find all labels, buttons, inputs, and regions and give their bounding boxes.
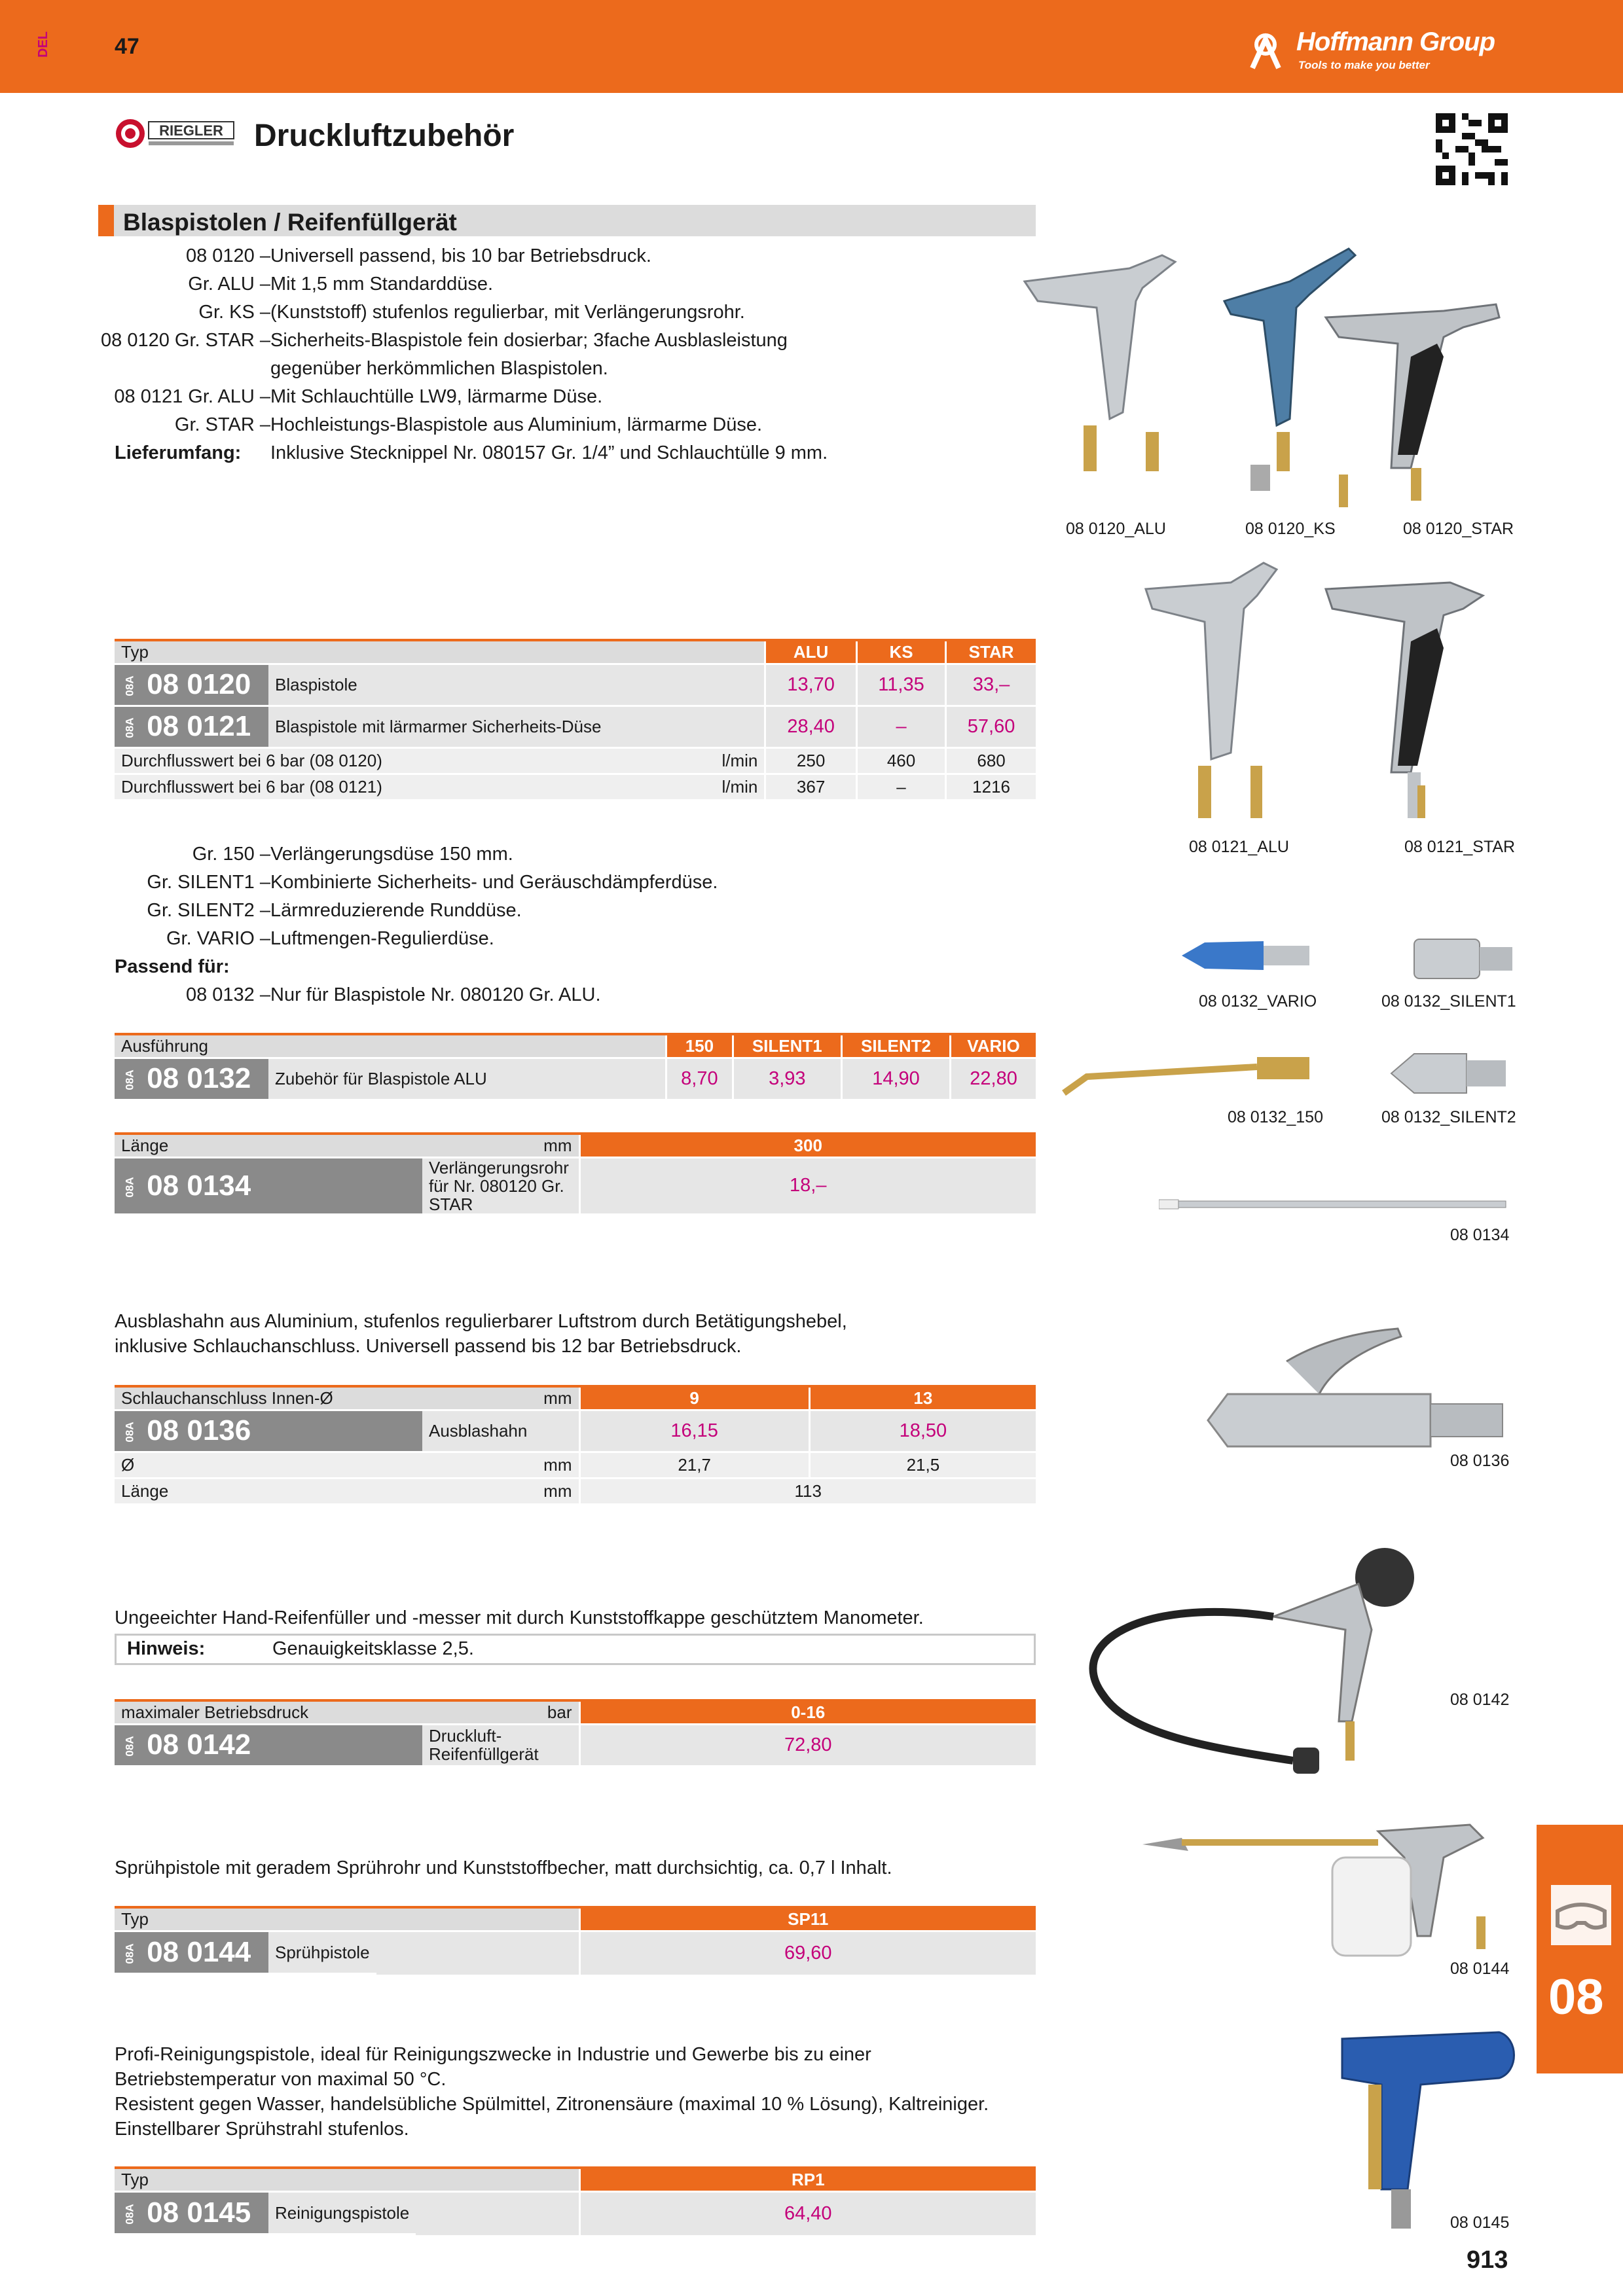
col-header-unit: bar bbox=[422, 1700, 579, 1724]
spec-unit: mm bbox=[422, 1478, 579, 1504]
section-header bbox=[98, 205, 1036, 236]
product-row[interactable] bbox=[115, 1410, 1036, 1452]
col-header-label: Typ bbox=[115, 640, 765, 664]
spec-value: 1216 bbox=[946, 774, 1036, 800]
product-row[interactable] bbox=[115, 706, 1036, 747]
desc-key: Passend für: bbox=[115, 956, 230, 977]
article-number[interactable]: 08 0136 bbox=[147, 1414, 251, 1446]
tire-inflator-image bbox=[1077, 1499, 1417, 1780]
col-header: STAR bbox=[946, 640, 1036, 664]
spec-label: Durchflusswert bei 6 bar (08 0121) bbox=[115, 774, 619, 800]
caption: 08 0134 bbox=[1450, 1226, 1510, 1244]
nozzle-vario-image bbox=[1178, 929, 1322, 982]
spec-value: 250 bbox=[765, 747, 856, 774]
desc-key: 08 0121 Gr. ALU – bbox=[114, 386, 270, 407]
price: 11,35 bbox=[856, 664, 945, 706]
caption: 08 0121_ALU bbox=[1189, 838, 1289, 856]
spec-unit: l/min bbox=[619, 774, 765, 800]
badge: 08A bbox=[123, 1943, 136, 1964]
price: 18,– bbox=[579, 1157, 1036, 1214]
spec-value: 460 bbox=[856, 747, 945, 774]
article-number[interactable]: 08 0142 bbox=[147, 1729, 251, 1761]
riegler-logo bbox=[115, 117, 239, 151]
product-row[interactable] bbox=[115, 1058, 1036, 1100]
caption: 08 0120_KS bbox=[1245, 520, 1336, 538]
col-header: KS bbox=[856, 640, 945, 664]
price: 18,50 bbox=[809, 1410, 1036, 1452]
reinigungspistole-text-1: Profi-Reinigungspistole, ideal für Reinigungszwecke in Industrie und Gewerbe bis zu einer Betriebstemperatur von maximal 50 °C. bbox=[115, 2044, 871, 2090]
product-desc: Druckluft-Reifenfüllgerät bbox=[422, 1724, 579, 1766]
col-header-label: maximaler Betriebsdruck bbox=[115, 1700, 422, 1724]
blow-gun-0121-star-image bbox=[1319, 576, 1496, 825]
caption: 08 0132_150 bbox=[1228, 1108, 1323, 1126]
price: – bbox=[856, 706, 945, 747]
badge: 08A bbox=[123, 717, 136, 738]
desc-key: Gr. SILENT1 – bbox=[147, 872, 270, 893]
spec-label: Länge bbox=[115, 1478, 422, 1504]
spec-label: Durchflusswert bei 6 bar (08 0120) bbox=[115, 747, 619, 774]
caption: 08 0132_SILENT2 bbox=[1381, 1108, 1516, 1126]
caption: 08 0132_SILENT1 bbox=[1381, 992, 1516, 1011]
col-header: 300 bbox=[579, 1134, 1036, 1157]
extension-tube-image bbox=[1159, 1194, 1512, 1214]
side-label: DEL bbox=[36, 31, 50, 58]
desc-value: Inklusive Stecknippel Nr. 080157 Gr. 1/4” und Schlauchtülle 9 mm. bbox=[270, 442, 828, 463]
price: 57,60 bbox=[946, 706, 1036, 747]
col-header: RP1 bbox=[579, 2168, 1036, 2191]
blow-gun-0121-alu-image bbox=[1133, 556, 1303, 831]
product-table-zubehoer bbox=[115, 1033, 1036, 1101]
note-value: Genauigkeitsklasse 2,5. bbox=[272, 1638, 474, 1659]
caption: 08 0142 bbox=[1450, 1691, 1510, 1709]
chapter-tab[interactable] bbox=[1537, 1825, 1623, 2073]
col-header-label: Länge bbox=[115, 1134, 422, 1157]
safety-goggles-icon bbox=[1551, 1885, 1611, 1945]
price: 3,93 bbox=[733, 1058, 841, 1100]
page-title: Druckluftzubehör bbox=[254, 118, 515, 153]
hoffmann-emblem-icon bbox=[1247, 30, 1293, 69]
col-header: VARIO bbox=[951, 1034, 1036, 1058]
product-desc: Reinigungspistole bbox=[268, 2193, 416, 2234]
article-number[interactable]: 08 0120 bbox=[147, 668, 251, 700]
desc-key: 08 0132 – bbox=[185, 984, 270, 1005]
col-header: 13 bbox=[809, 1386, 1036, 1410]
caption: 08 0132_VARIO bbox=[1199, 992, 1317, 1011]
desc-value: Sicherheits-Blaspistole fein dosierbar; 3fache Ausblasleistung bbox=[270, 330, 788, 351]
desc-key: Lieferumfang: bbox=[115, 442, 242, 463]
company-tagline: Tools to make you better bbox=[1298, 59, 1430, 71]
caption: 08 0136 bbox=[1450, 1452, 1510, 1470]
article-number[interactable]: 08 0144 bbox=[147, 1935, 251, 1968]
spec-row bbox=[115, 1478, 1036, 1504]
spec-value: 21,5 bbox=[809, 1452, 1036, 1478]
company-name: Hoffmann Group bbox=[1296, 27, 1495, 56]
product-desc: Blaspistole bbox=[268, 664, 765, 706]
col-header-label: Typ bbox=[115, 2168, 579, 2191]
caption: 08 0144 bbox=[1450, 1960, 1510, 1978]
reinigungspistole-text-3: Einstellbarer Sprühstrahl stufenlos. bbox=[115, 2119, 409, 2140]
caption: 08 0120_STAR bbox=[1403, 520, 1514, 538]
ausblashahn-image bbox=[1201, 1322, 1509, 1453]
price: 33,– bbox=[946, 664, 1036, 706]
desc-value: Kombinierte Sicherheits- und Geräuschdämpferdüse. bbox=[270, 872, 718, 893]
badge: 08A bbox=[123, 1422, 136, 1443]
product-table-ausblashahn bbox=[115, 1385, 1036, 1505]
spec-row bbox=[115, 747, 1036, 774]
product-row[interactable] bbox=[115, 664, 1036, 706]
desc-key: Gr. STAR – bbox=[174, 414, 270, 435]
desc-value: Universell passend, bis 10 bar Betriebsdruck. bbox=[270, 245, 651, 266]
desc-value: Verlängerungsdüse 150 mm. bbox=[270, 844, 513, 865]
price: 69,60 bbox=[579, 1931, 1036, 1976]
description-list bbox=[0, 242, 1048, 471]
spec-label: Ø bbox=[115, 1452, 422, 1478]
desc-key: Gr. SILENT2 – bbox=[147, 900, 270, 921]
article-number[interactable]: 08 0121 bbox=[147, 710, 251, 742]
col-header: ALU bbox=[765, 640, 856, 664]
col-header-unit: mm bbox=[422, 1134, 579, 1157]
page-top-number: 47 bbox=[115, 34, 139, 59]
product-row[interactable] bbox=[115, 2191, 1036, 2236]
price: 22,80 bbox=[951, 1058, 1036, 1100]
spec-row bbox=[115, 1452, 1036, 1478]
product-row[interactable] bbox=[115, 1931, 1036, 1976]
price: 64,40 bbox=[579, 2191, 1036, 2236]
nozzle-silent2-image bbox=[1388, 1047, 1512, 1100]
price: 14,90 bbox=[841, 1058, 950, 1100]
badge: 08A bbox=[123, 2204, 136, 2225]
page-number: 913 bbox=[1467, 2246, 1508, 2274]
col-header: 150 bbox=[666, 1034, 733, 1058]
product-row[interactable] bbox=[115, 1157, 1036, 1214]
desc-key: Gr. ALU – bbox=[188, 274, 270, 295]
product-desc: Zubehör für Blaspistole ALU bbox=[268, 1058, 666, 1100]
product-table-verlaengerungsrohr bbox=[115, 1132, 1036, 1215]
caption: 08 0145 bbox=[1450, 2214, 1510, 2232]
desc-value: (Kunststoff) stufenlos regulierbar, mit Verlängerungsrohr. bbox=[270, 302, 745, 323]
spec-unit: l/min bbox=[619, 747, 765, 774]
product-table-reifenfueller bbox=[115, 1699, 1036, 1767]
ausblashahn-text: Ausblashahn aus Aluminium, stufenlos regulierbarer Luftstrom durch Betätigungshebel, inklusive Schlauchanschluss. Universell passend bis 12 bar Betriebsdruck. bbox=[115, 1311, 847, 1357]
col-header-unit: mm bbox=[422, 1386, 579, 1410]
svg-text:RIEGLER: RIEGLER bbox=[159, 122, 223, 139]
note-box bbox=[115, 1634, 1036, 1665]
section-accent-bar bbox=[98, 205, 114, 236]
col-header: SILENT2 bbox=[841, 1034, 950, 1058]
description-list-2 bbox=[0, 840, 1048, 1013]
product-desc: Sprühpistole bbox=[268, 1932, 376, 1974]
blow-gun-alu-image bbox=[1012, 242, 1228, 504]
reinigungspistole-text-2: Resistent gegen Wasser, handelsübliche Spülmittel, Zitronensäure (maximal 10 % Lösung), Kaltreiniger. bbox=[115, 2094, 989, 2115]
desc-value: Mit 1,5 mm Standarddüse. bbox=[270, 274, 494, 295]
product-desc: Blaspistole mit lärmarmer Sicherheits-Düse bbox=[268, 706, 765, 747]
blow-gun-star-image bbox=[1313, 298, 1509, 507]
desc-key: 08 0120 – bbox=[185, 245, 270, 266]
col-header: 9 bbox=[579, 1386, 809, 1410]
product-table-spruehpistole bbox=[115, 1906, 1036, 1977]
product-table-blaspistole bbox=[115, 639, 1036, 801]
product-table-reinigungspistole bbox=[115, 2166, 1036, 2237]
col-header: SP11 bbox=[579, 1907, 1036, 1931]
col-header: SILENT1 bbox=[733, 1034, 841, 1058]
badge: 08A bbox=[123, 1177, 136, 1198]
qr-code[interactable] bbox=[1436, 113, 1508, 186]
article-number[interactable]: 08 0132 bbox=[147, 1062, 251, 1094]
desc-value: gegenüber herkömmlichen Blaspistolen. bbox=[270, 358, 608, 379]
price: 72,80 bbox=[579, 1724, 1036, 1766]
col-header-label: Ausführung bbox=[115, 1034, 666, 1058]
hoffmann-logo bbox=[1247, 26, 1509, 79]
badge: 08A bbox=[123, 675, 136, 696]
product-desc: Verlängerungsrohr für Nr. 080120 Gr. STAR bbox=[422, 1157, 579, 1214]
top-bar bbox=[0, 0, 1623, 93]
spec-value: 367 bbox=[765, 774, 856, 800]
desc-value: Mit Schlauchtülle LW9, lärmarme Düse. bbox=[270, 386, 603, 407]
price: 16,15 bbox=[579, 1410, 809, 1452]
desc-key: 08 0120 Gr. STAR – bbox=[101, 330, 270, 351]
spec-value: 680 bbox=[946, 747, 1036, 774]
price: 8,70 bbox=[666, 1058, 733, 1100]
article-number[interactable]: 08 0134 bbox=[147, 1169, 251, 1202]
section-title: Blaspistolen / Reifenfüllgerät bbox=[123, 209, 457, 236]
spray-gun-image bbox=[1142, 1818, 1509, 1975]
reifenfueller-text: Ungeeichter Hand-Reifenfüller und -messer mit durch Kunststoffkappe geschütztem Manometer. bbox=[115, 1607, 924, 1628]
spec-row bbox=[115, 774, 1036, 800]
nozzle-150-image bbox=[1061, 1041, 1316, 1100]
spec-value: 113 bbox=[579, 1478, 1036, 1504]
badge: 08A bbox=[123, 1069, 136, 1090]
col-header-label: Schlauchanschluss Innen-Ø bbox=[115, 1386, 422, 1410]
nozzle-silent1-image bbox=[1411, 933, 1516, 985]
caption: 08 0120_ALU bbox=[1066, 520, 1166, 538]
desc-key: Gr. 150 – bbox=[192, 844, 270, 865]
desc-key: Gr. KS – bbox=[198, 302, 270, 323]
desc-key: Gr. VARIO – bbox=[166, 928, 270, 949]
spec-unit: mm bbox=[422, 1452, 579, 1478]
product-desc: Ausblashahn bbox=[422, 1410, 579, 1452]
note-label: Hinweis: bbox=[127, 1638, 206, 1659]
product-row[interactable] bbox=[115, 1724, 1036, 1766]
article-number[interactable]: 08 0145 bbox=[147, 2196, 251, 2229]
desc-value: Luftmengen-Regulierdüse. bbox=[270, 928, 494, 949]
caption: 08 0121_STAR bbox=[1404, 838, 1516, 856]
col-header: 0-16 bbox=[579, 1700, 1036, 1724]
price: 28,40 bbox=[765, 706, 856, 747]
spruehpistole-text: Sprühpistole mit geradem Sprührohr und Kunststoffbecher, matt durchsichtig, ca. 0,7 l Inhalt. bbox=[115, 1857, 892, 1878]
spec-value: – bbox=[856, 774, 945, 800]
desc-value: Nur für Blaspistole Nr. 080120 Gr. ALU. bbox=[270, 984, 601, 1005]
chapter-number: 08 bbox=[1548, 1969, 1604, 2025]
col-header-label: Typ bbox=[115, 1907, 579, 1931]
price: 13,70 bbox=[765, 664, 856, 706]
desc-value: Lärmreduzierende Runddüse. bbox=[270, 900, 522, 921]
desc-value: Hochleistungs-Blaspistole aus Aluminium, lärmarme Düse. bbox=[270, 414, 763, 435]
cleaning-gun-image bbox=[1329, 2019, 1525, 2235]
spec-value: 21,7 bbox=[579, 1452, 809, 1478]
badge: 08A bbox=[123, 1736, 136, 1757]
